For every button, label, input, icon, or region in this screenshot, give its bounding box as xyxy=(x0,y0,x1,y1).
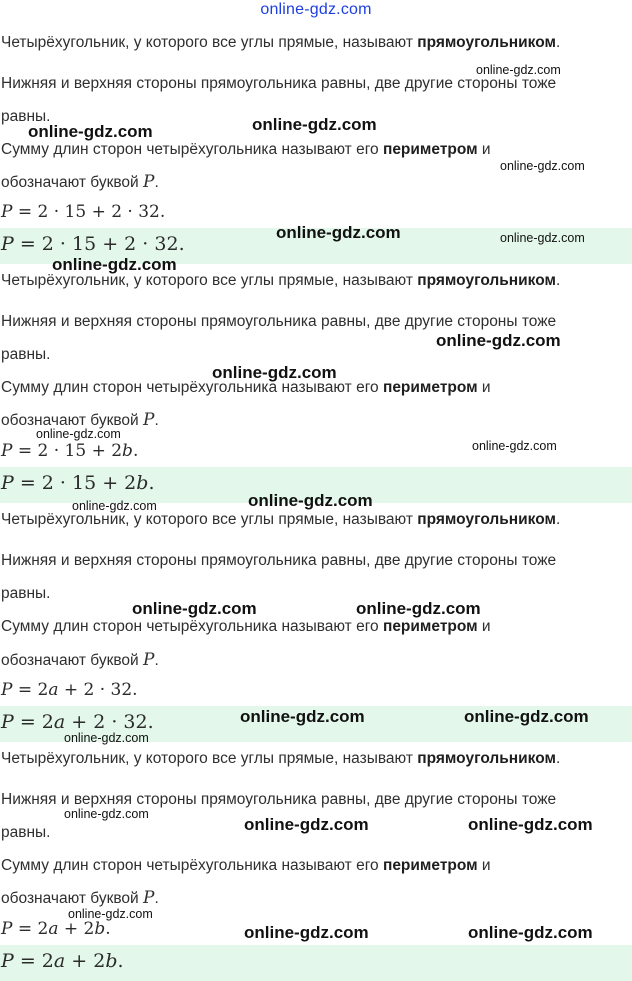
watermark: online-gdz.com xyxy=(64,807,149,821)
formula-line xyxy=(1,441,138,461)
watermark: online-gdz.com xyxy=(468,815,593,834)
watermark: online-gdz.com xyxy=(132,599,257,618)
definition-line xyxy=(1,34,560,52)
formula-line xyxy=(1,680,138,700)
formula-line xyxy=(1,919,111,939)
watermark: online-gdz.com xyxy=(244,815,369,834)
term-perimeter: периметром xyxy=(382,141,478,158)
formula-part: + 2 xyxy=(58,919,95,939)
term-perimeter: периметром xyxy=(382,618,478,635)
definition-line xyxy=(1,750,560,768)
definition-text: Четырёхугольник, у которого все углы прямые, называют xyxy=(1,750,418,767)
watermark: online-gdz.com xyxy=(500,159,585,173)
punctuation: . xyxy=(555,272,561,289)
watermark: online-gdz.com xyxy=(436,331,561,350)
var-p: P xyxy=(1,472,14,494)
definition-line xyxy=(1,511,560,529)
var-p: P xyxy=(1,919,13,939)
var-p: P xyxy=(1,441,13,461)
letter-p: P xyxy=(143,172,155,192)
answer-formula xyxy=(1,472,155,494)
var-b: b xyxy=(105,950,118,972)
watermark: online-gdz.com xyxy=(356,599,481,618)
term-perimeter: периметром xyxy=(382,857,478,874)
var-p: P xyxy=(1,711,14,733)
formula-line xyxy=(1,202,165,222)
watermark: online-gdz.com xyxy=(248,491,373,510)
sides-line-1: Нижняя и верхняя стороны прямоугольника равны, две другие стороны тоже xyxy=(1,791,557,808)
formula-part: = 2 · 15 + 2 xyxy=(13,472,137,494)
watermark: online-gdz.com xyxy=(468,923,593,942)
term-rectangle: прямоугольником xyxy=(417,34,556,51)
answer-formula xyxy=(1,950,124,972)
sides-line-2: равны. xyxy=(1,108,51,125)
perimeter-line xyxy=(1,141,491,159)
perimeter-line xyxy=(1,857,491,875)
watermark: online-gdz.com xyxy=(28,122,153,141)
sides-line-2: равны. xyxy=(1,585,51,602)
punctuation: . xyxy=(154,412,159,429)
denote-text: обозначают буквой xyxy=(1,174,143,191)
var-b: b xyxy=(94,919,106,939)
punctuation: . xyxy=(154,652,159,669)
watermark: online-gdz.com xyxy=(276,223,401,242)
letter-p: P xyxy=(143,888,155,908)
sides-line-2: равны. xyxy=(1,824,51,841)
sides-line-2: равны. xyxy=(1,346,51,363)
var-p: P xyxy=(1,680,13,700)
watermark: online-gdz.com xyxy=(64,731,149,745)
watermark: online-gdz.com xyxy=(472,439,557,453)
sides-line-1: Нижняя и верхняя стороны прямоугольника равны, две другие стороны тоже xyxy=(1,313,557,330)
letter-p: P xyxy=(143,410,155,430)
term-rectangle: прямоугольником xyxy=(417,272,556,289)
definition-text: Четырёхугольник, у которого все углы прямые, называют xyxy=(1,34,418,51)
term-rectangle: прямоугольником xyxy=(417,750,556,767)
formula-part: + 2 · 32. xyxy=(65,711,154,733)
term-rectangle: прямоугольником xyxy=(417,511,556,528)
watermark: online-gdz.com xyxy=(36,427,121,441)
var-p: P xyxy=(1,950,14,972)
answer-formula xyxy=(1,233,185,255)
watermark: online-gdz.com xyxy=(244,923,369,942)
definition-text: Четырёхугольник, у которого все углы прямые, называют xyxy=(1,272,418,289)
var-a: a xyxy=(48,919,59,939)
perimeter-suffix: и xyxy=(477,857,491,874)
watermark: online-gdz.com xyxy=(476,63,561,77)
formula-part: = 2 · 15 + 2 xyxy=(12,441,123,461)
perimeter-suffix: и xyxy=(477,379,491,396)
sides-line-1: Нижняя и верхняя стороны прямоугольника равны, две другие стороны тоже xyxy=(1,552,557,569)
formula-part: . xyxy=(117,950,124,972)
perimeter-text: Сумму длин сторон четырёхугольника называют его xyxy=(1,857,383,874)
punctuation: . xyxy=(154,890,159,907)
answer-formula xyxy=(1,711,154,733)
var-a: a xyxy=(53,950,66,972)
formula-part: + 2 · 32. xyxy=(58,680,138,700)
watermark: online-gdz.com xyxy=(464,707,589,726)
denote-text: обозначают буквой xyxy=(1,652,143,669)
perimeter-suffix: и xyxy=(477,618,491,635)
watermark: online-gdz.com xyxy=(72,499,157,513)
var-a: a xyxy=(48,680,59,700)
formula-part: = 2 xyxy=(12,919,49,939)
var-p: P xyxy=(1,202,13,222)
watermark: online-gdz.com xyxy=(68,907,153,921)
sides-line-1: Нижняя и верхняя стороны прямоугольника равны, две другие стороны тоже xyxy=(1,75,557,92)
watermark: online-gdz.com xyxy=(52,255,177,274)
perimeter-text: Сумму длин сторон четырёхугольника называют его xyxy=(1,379,383,396)
formula-rest: = 2 · 15 + 2 · 32. xyxy=(13,233,185,255)
perimeter-suffix: и xyxy=(477,141,491,158)
denote-line xyxy=(1,888,159,908)
formula-part: . xyxy=(132,441,139,461)
formula-rest: = 2 · 15 + 2 · 32. xyxy=(12,202,166,222)
formula-part: = 2 xyxy=(12,680,49,700)
watermark: online-gdz.com xyxy=(240,707,365,726)
term-perimeter: периметром xyxy=(382,379,478,396)
denote-text: обозначают буквой xyxy=(1,890,143,907)
var-p: P xyxy=(1,233,14,255)
punctuation: . xyxy=(154,174,159,191)
definition-text: Четырёхугольник, у которого все углы прямые, называют xyxy=(1,511,418,528)
denote-text: обозначают буквой xyxy=(1,412,143,429)
letter-p: P xyxy=(143,650,155,670)
formula-part: = 2 xyxy=(13,711,54,733)
formula-part: . xyxy=(148,472,155,494)
header-watermark: online-gdz.com xyxy=(260,1,372,18)
punctuation: . xyxy=(555,34,561,51)
punctuation: . xyxy=(555,511,561,528)
denote-line xyxy=(1,172,159,192)
perimeter-line xyxy=(1,618,491,636)
formula-part: = 2 xyxy=(13,950,54,972)
perimeter-text: Сумму длин сторон четырёхугольника называют его xyxy=(1,618,383,635)
watermark: online-gdz.com xyxy=(252,115,377,134)
perimeter-text: Сумму длин сторон четырёхугольника называют его xyxy=(1,141,383,158)
formula-part: + 2 xyxy=(65,950,106,972)
var-a: a xyxy=(53,711,66,733)
watermark: online-gdz.com xyxy=(500,231,585,245)
var-b: b xyxy=(122,441,133,461)
var-b: b xyxy=(136,472,149,494)
formula-part: . xyxy=(105,919,111,939)
denote-line xyxy=(1,650,159,670)
watermark: online-gdz.com xyxy=(212,363,337,382)
punctuation: . xyxy=(555,750,561,767)
